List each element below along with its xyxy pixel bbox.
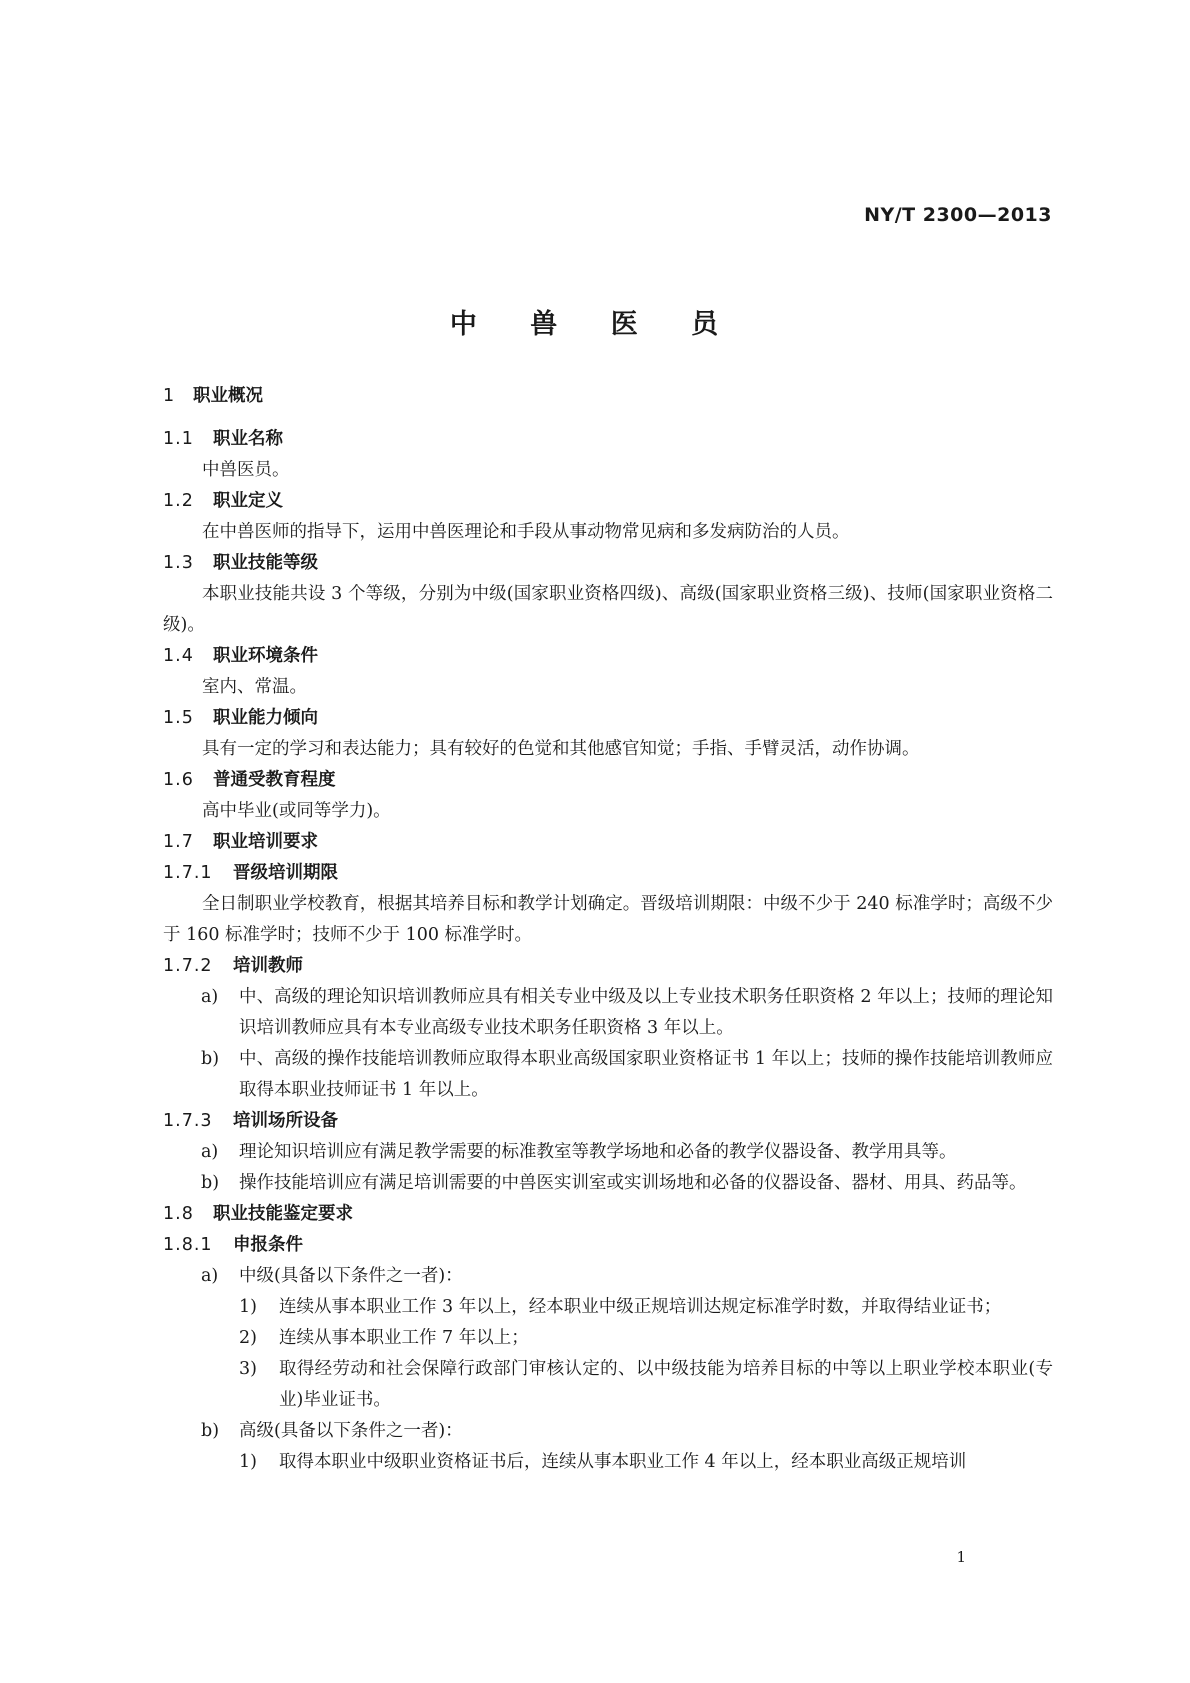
sub-list-item [163, 1354, 1053, 1416]
heading-number: 1.1 [163, 429, 194, 449]
heading-1-1 [163, 424, 1053, 455]
heading-text: 培训教师 [233, 956, 303, 976]
heading-1-4 [163, 641, 1053, 672]
document-body [163, 381, 1053, 1478]
heading-text: 培训场所设备 [233, 1111, 338, 1131]
heading-number: 1.8 [163, 1204, 194, 1224]
heading-1-7-1 [163, 858, 1053, 889]
heading-number: 1 [163, 386, 176, 406]
heading-text: 职业名称 [213, 429, 283, 449]
heading-text: 职业培训要求 [213, 832, 318, 852]
heading-text: 职业定义 [213, 491, 283, 511]
list-marker: b) [201, 1421, 220, 1441]
list-text: 中级(具备以下条件之一者)： [239, 1266, 463, 1286]
list-marker: 2) [239, 1328, 257, 1348]
list-marker: a) [201, 1266, 219, 1286]
heading-number: 1.2 [163, 491, 194, 511]
heading-text: 晋级培训期限 [233, 863, 338, 883]
heading-number: 1.7.3 [163, 1111, 213, 1131]
heading-number: 1.3 [163, 553, 194, 573]
list-text: 操作技能培训应有满足培训需要的中兽医实训室或实训场地和必备的仪器设备、器材、用具、药品等。 [239, 1173, 1027, 1193]
sub-list-item [163, 1292, 1053, 1323]
list-item [163, 982, 1053, 1044]
sub-list-item [163, 1447, 1053, 1478]
heading-text: 职业概况 [193, 386, 263, 406]
list-text: 理论知识培训应有满足教学需要的标准教室等教学场地和必备的教学仪器设备、教学用具等。 [239, 1142, 957, 1162]
paragraph: 中兽医员。 [202, 460, 290, 480]
page-number: 1 [956, 1548, 966, 1566]
paragraph: 全日制职业学校教育，根据其培养目标和教学计划确定。晋级培训期限：中级不少于 240 标准学时；高级不少于 160 标准学时；技师不少于 100 标准学时。 [163, 894, 1053, 945]
document-title: 中 兽 医 员 [449, 309, 741, 340]
list-marker: 1) [239, 1452, 257, 1472]
list-marker: b) [201, 1049, 220, 1069]
heading-1 [163, 381, 1053, 412]
heading-number: 1.7 [163, 832, 194, 852]
heading-number: 1.7.1 [163, 863, 213, 883]
list-marker: b) [201, 1173, 220, 1193]
heading-1-7-3 [163, 1106, 1053, 1137]
heading-1-8-1 [163, 1230, 1053, 1261]
list-item [163, 1044, 1053, 1106]
list-text: 取得本职业中级职业资格证书后，连续从事本职业工作 4 年以上，经本职业高级正规培训 [279, 1452, 967, 1472]
heading-1-7-2 [163, 951, 1053, 982]
list-text: 中、高级的理论知识培训教师应具有相关专业中级及以上专业技术职务任职资格 2 年以上；技师的理论知识培训教师应具有本专业高级专业技术职务任职资格 3 年以上。 [239, 987, 1053, 1038]
list-text: 连续从事本职业工作 7 年以上； [279, 1328, 529, 1348]
list-item [163, 1261, 1053, 1292]
list-text: 中、高级的操作技能培训教师应取得本职业高级国家职业资格证书 1 年以上；技师的操作技能培训教师应取得本职业技师证书 1 年以上。 [239, 1049, 1053, 1100]
heading-1-5 [163, 703, 1053, 734]
heading-number: 1.5 [163, 708, 194, 728]
list-item [163, 1137, 1053, 1168]
heading-text: 职业能力倾向 [213, 708, 318, 728]
heading-number: 1.4 [163, 646, 194, 666]
paragraph: 高中毕业(或同等学力)。 [202, 801, 391, 821]
heading-1-7 [163, 827, 1053, 858]
paragraph: 本职业技能共设 3 个等级，分别为中级(国家职业资格四级)、高级(国家职业资格三级)、技师(国家职业资格二级)。 [163, 584, 1053, 635]
sub-list-item [163, 1323, 1053, 1354]
list-item [163, 1416, 1053, 1447]
list-marker: 3) [239, 1359, 257, 1379]
list-marker: a) [201, 987, 219, 1007]
list-text: 连续从事本职业工作 3 年以上，经本职业中级正规培训达规定标准学时数，并取得结业证书； [279, 1297, 1002, 1317]
list-item [163, 1168, 1053, 1199]
heading-text: 普通受教育程度 [213, 770, 336, 790]
heading-1-3 [163, 548, 1053, 579]
heading-text: 职业技能等级 [213, 553, 318, 573]
paragraph: 在中兽医师的指导下，运用中兽医理论和手段从事动物常见病和多发病防治的人员。 [202, 522, 850, 542]
list-marker: a) [201, 1142, 219, 1162]
heading-text: 申报条件 [233, 1235, 303, 1255]
heading-text: 职业环境条件 [213, 646, 318, 666]
list-text: 取得经劳动和社会保障行政部门审核认定的、以中级技能为培养目标的中等以上职业学校本职业(专业)毕业证书。 [279, 1359, 1053, 1410]
paragraph: 室内、常温。 [202, 677, 307, 697]
heading-1-2 [163, 486, 1053, 517]
heading-number: 1.8.1 [163, 1235, 213, 1255]
heading-1-8 [163, 1199, 1053, 1230]
list-marker: 1) [239, 1297, 257, 1317]
list-text: 高级(具备以下条件之一者)： [239, 1421, 463, 1441]
heading-number: 1.7.2 [163, 956, 213, 976]
heading-1-6 [163, 765, 1053, 796]
heading-text: 职业技能鉴定要求 [213, 1204, 353, 1224]
paragraph: 具有一定的学习和表达能力；具有较好的色觉和其他感官知觉；手指、手臂灵活，动作协调。 [202, 739, 920, 759]
heading-number: 1.6 [163, 770, 194, 790]
standard-number: NY/T 2300—2013 [864, 204, 1052, 226]
